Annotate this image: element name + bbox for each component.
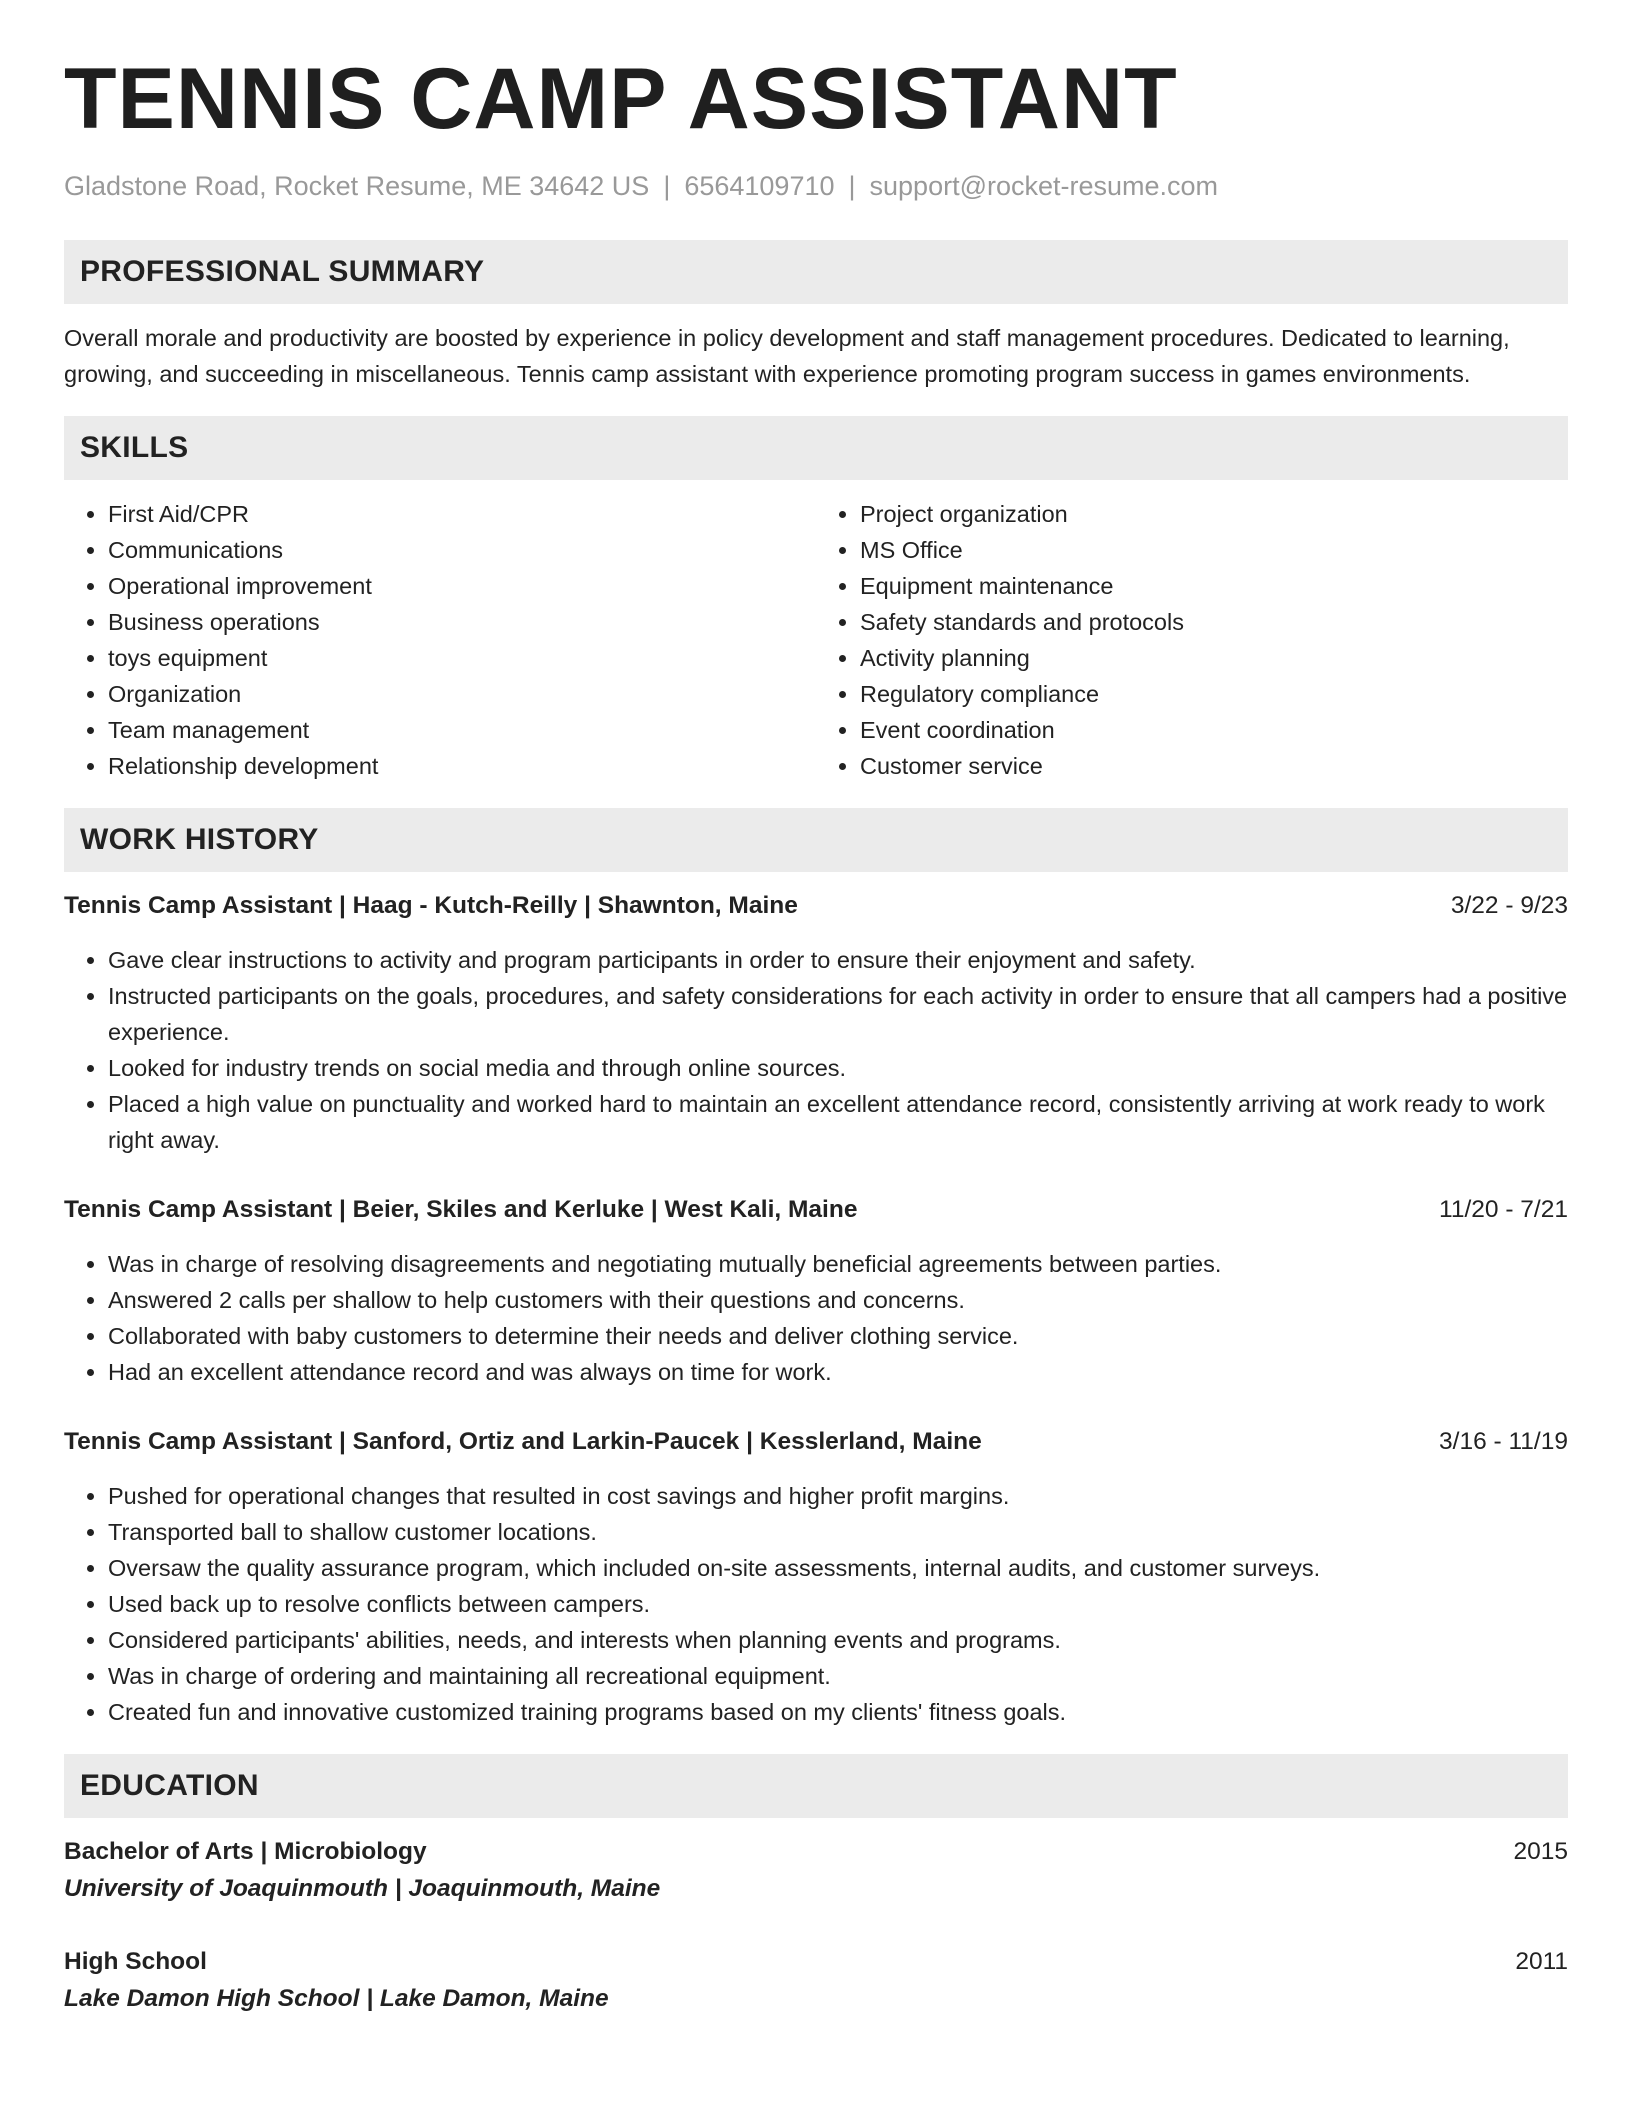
skill-item: • Team management <box>108 712 816 748</box>
job-bullet: • Oversaw the quality assurance program, which included on-site assessments, internal audits, and customer surveys. <box>108 1550 1568 1586</box>
education-year: 2011 <box>1515 1948 1568 1976</box>
skill-item: • Organization <box>108 676 816 712</box>
job-bullet: • Was in charge of ordering and maintaining all recreational equipment. <box>108 1658 1568 1694</box>
contact-email: support@rocket-resume.com <box>869 171 1219 201</box>
job-bullet: • Used back up to resolve conflicts between campers. <box>108 1586 1568 1622</box>
job-header <box>64 1192 1568 1228</box>
job-title: Tennis Camp Assistant | Beier, Skiles and Kerluke | West Kali, Maine <box>64 1196 858 1224</box>
job-bullets <box>64 1246 1568 1390</box>
job-bullet: • Looked for industry trends on social media and through online sources. <box>108 1050 1568 1086</box>
job-entry <box>64 1424 1568 1730</box>
job-dates: 3/16 - 11/19 <box>1439 1428 1568 1456</box>
skill-item: • Relationship development <box>108 748 816 784</box>
job-bullet: • Had an excellent attendance record and was always on time for work. <box>108 1354 1568 1390</box>
job-bullet: • Gave clear instructions to activity and program participants in order to ensure their enjoyment and safety. <box>108 942 1568 978</box>
skill-item: • Event coordination <box>860 712 1568 748</box>
contact-address: Gladstone Road, Rocket Resume, ME 34642 US <box>64 171 650 201</box>
job-bullet: • Placed a high value on punctuality and worked hard to maintain an excellent attendance record, consistently arriving at work ready to work right away. <box>108 1086 1568 1158</box>
education-degree: Bachelor of Arts | Microbiology <box>64 1838 427 1866</box>
job-title: Tennis Camp Assistant | Haag - Kutch-Reilly | Shawnton, Maine <box>64 892 798 920</box>
contact-phone: 6564109710 <box>684 171 835 201</box>
skill-item: • First Aid/CPR <box>108 496 816 532</box>
education-school: Lake Damon High School | Lake Damon, Maine <box>64 1985 609 2013</box>
education-entry <box>64 1834 1568 1908</box>
job-bullet: • Pushed for operational changes that resulted in cost savings and higher profit margins. <box>108 1478 1568 1514</box>
section-heading-summary: PROFESSIONAL SUMMARY <box>64 240 1568 304</box>
skill-item: • Activity planning <box>860 640 1568 676</box>
job-bullet: • Was in charge of resolving disagreements and negotiating mutually beneficial agreements between parties. <box>108 1246 1568 1282</box>
section-heading-education: EDUCATION <box>64 1754 1568 1818</box>
education-header <box>64 1944 1568 1980</box>
contact-line <box>64 170 1568 202</box>
job-bullet: • Instructed participants on the goals, procedures, and safety considerations for each activity in order to ensure that all campers had a positive experience. <box>108 978 1568 1050</box>
section-heading-skills: SKILLS <box>64 416 1568 480</box>
job-header <box>64 888 1568 924</box>
education-year: 2015 <box>1513 1838 1568 1866</box>
skill-item: • MS Office <box>860 532 1568 568</box>
skill-item: • Operational improvement <box>108 568 816 604</box>
skill-item: • Project organization <box>860 496 1568 532</box>
education-school: University of Joaquinmouth | Joaquinmouth, Maine <box>64 1875 661 1903</box>
skill-item: • Customer service <box>860 748 1568 784</box>
job-bullet: • Collaborated with baby customers to determine their needs and deliver clothing service. <box>108 1318 1568 1354</box>
job-bullet: • Answered 2 calls per shallow to help customers with their questions and concerns. <box>108 1282 1568 1318</box>
contact-separator: | <box>663 171 671 201</box>
skill-item: • Communications <box>108 532 816 568</box>
skill-item: • Regulatory compliance <box>860 676 1568 712</box>
skill-item: • toys equipment <box>108 640 816 676</box>
education-header <box>64 1834 1568 1870</box>
skill-item: • Equipment maintenance <box>860 568 1568 604</box>
job-bullets <box>64 1478 1568 1730</box>
job-entry <box>64 888 1568 1158</box>
contact-separator: | <box>848 171 856 201</box>
job-entry <box>64 1192 1568 1390</box>
job-dates: 3/22 - 9/23 <box>1450 892 1568 920</box>
job-bullet: • Created fun and innovative customized training programs based on my clients' fitness goals. <box>108 1694 1568 1730</box>
job-bullets <box>64 942 1568 1158</box>
skill-item: • Safety standards and protocols <box>860 604 1568 640</box>
candidate-name: TENNIS CAMP ASSISTANT <box>64 51 1178 147</box>
education-entry <box>64 1944 1568 2018</box>
summary-text: Overall morale and productivity are boosted by experience in policy development and staff management procedures. Dedicated to learning, growing, and succeeding in miscellaneous. Tennis camp assistant with experience promoting program success in games environments. <box>64 325 1510 388</box>
job-header <box>64 1424 1568 1460</box>
job-bullet: • Considered participants' abilities, needs, and interests when planning events and programs. <box>108 1622 1568 1658</box>
skills-column-right <box>816 496 1568 784</box>
skills-list <box>64 496 1568 784</box>
job-dates: 11/20 - 7/21 <box>1439 1196 1568 1224</box>
job-bullet: • Transported ball to shallow customer locations. <box>108 1514 1568 1550</box>
job-title: Tennis Camp Assistant | Sanford, Ortiz and Larkin-Paucek | Kesslerland, Maine <box>64 1428 982 1456</box>
skills-column-left <box>64 496 816 784</box>
education-degree: High School <box>64 1948 207 1976</box>
skill-item: • Business operations <box>108 604 816 640</box>
section-heading-work-history: WORK HISTORY <box>64 808 1568 872</box>
